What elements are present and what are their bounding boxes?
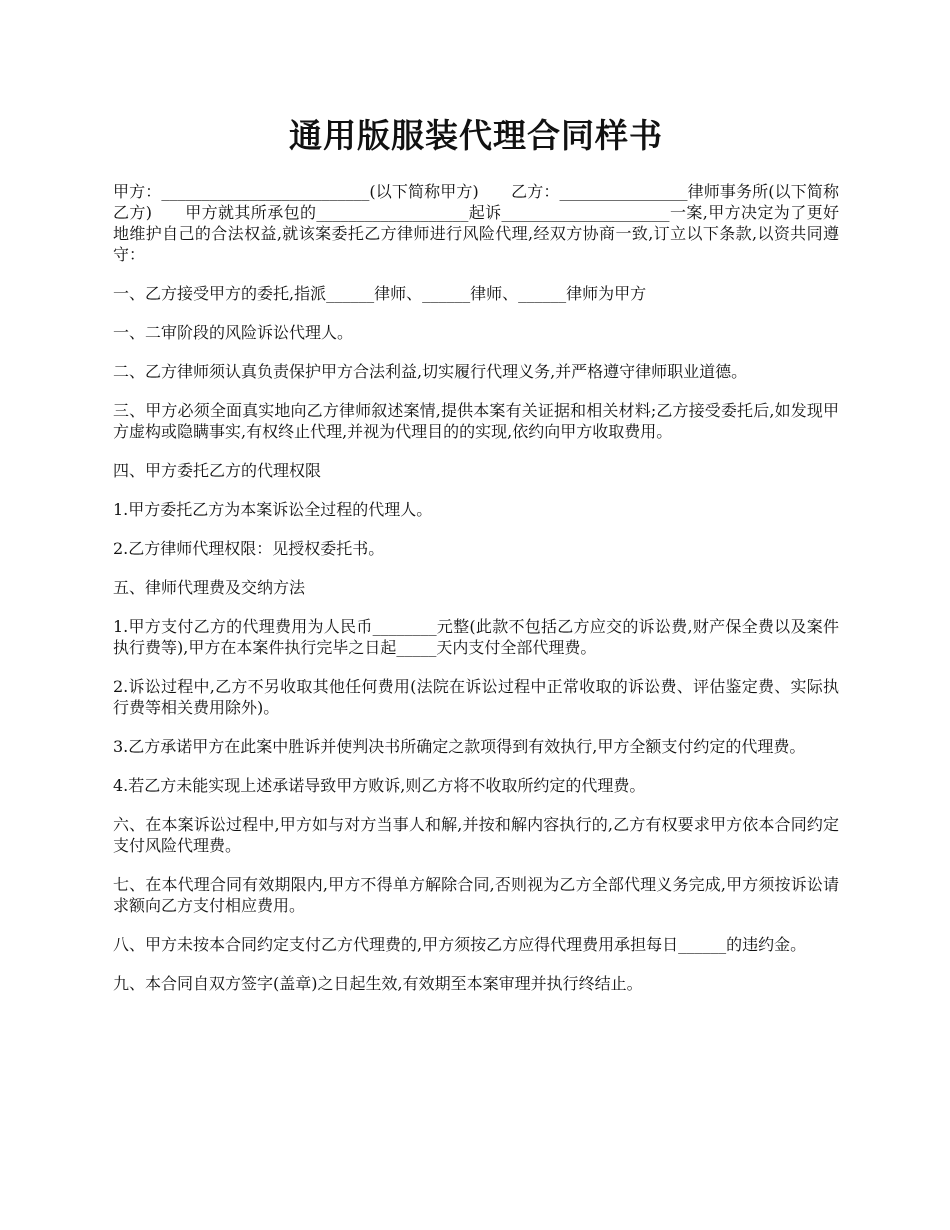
clause-1-continued: 一、二审阶段的风险诉讼代理人。 [113,323,354,342]
clause-7: 七、在本代理合同有效期限内,甲方不得单方解除合同,否则视为乙方全部代理义务完成,甲方须按诉讼请求额向乙方支付相应费用。 [113,875,839,915]
clause-9: 九、本合同自双方签字(盖章)之日起生效,有效期至本案审理并执行终结止。 [113,974,643,993]
clause-4-item-1: 1.甲方委托乙方为本案诉讼全过程的代理人。 [113,500,433,519]
clause-5-item-2: 2.诉讼过程中,乙方不另收取其他任何费用(法院在诉讼过程中正常收取的诉讼费、评估鉴定费、实际执行费等相关费用除外)。 [113,677,839,717]
document-page [113,112,839,1012]
intro-paragraph: 甲方：__________________________(以下简称甲方) 乙方：________________律师事务所(以下简称乙方) 甲方就其所承包的___________________起诉_____________________一案,甲方决定为了更好地维护自己的合法权益,就该案委托乙方律师进行风险代理,经双方协商一致,订立以下条款,以资共同遵守： [113,182,839,264]
clause-5-item-4: 4.若乙方未能实现上述承诺导致甲方败诉,则乙方将不收取所约定的代理费。 [113,776,646,795]
clause-8: 八、甲方未按本合同约定支付乙方代理费的,甲方须按乙方应得代理费用承担每日______的违约金。 [113,935,807,954]
clause-3: 三、甲方必须全面真实地向乙方律师叙述案情,提供本案有关证据和相关材料;乙方接受委托后,如发现甲方虚构或隐瞒事实,有权终止代理,并视为代理目的的实现,依约向甲方收取费用。 [113,401,839,441]
clause-1: 一、乙方接受甲方的委托,指派______律师、______律师、______律师为甲方 [113,284,647,303]
clause-5-heading: 五、律师代理费及交纳方法 [113,578,306,597]
document-title: 通用版服装代理合同样书 [289,116,663,155]
clause-4-item-2: 2.乙方律师代理权限：见授权委托书。 [113,539,385,558]
clause-2: 二、乙方律师须认真负责保护甲方合法利益,切实履行代理义务,并严格遵守律师职业道德。 [113,362,748,381]
clause-5-item-3: 3.乙方承诺甲方在此案中胜诉并使判决书所确定之款项得到有效执行,甲方全额支付约定的代理费。 [113,737,806,756]
clause-6: 六、在本案诉讼过程中,甲方如与对方当事人和解,并按和解内容执行的,乙方有权要求甲方依本合同约定支付风险代理费。 [113,815,839,855]
clause-4-heading: 四、甲方委托乙方的代理权限 [113,461,322,480]
clause-5-item-1: 1.甲方支付乙方的代理费用为人民币________元整(此款不包括乙方应交的诉讼费,财产保全费以及案件执行费等),甲方在本案件执行完毕之日起_____天内支付全部代理费。 [113,617,839,657]
